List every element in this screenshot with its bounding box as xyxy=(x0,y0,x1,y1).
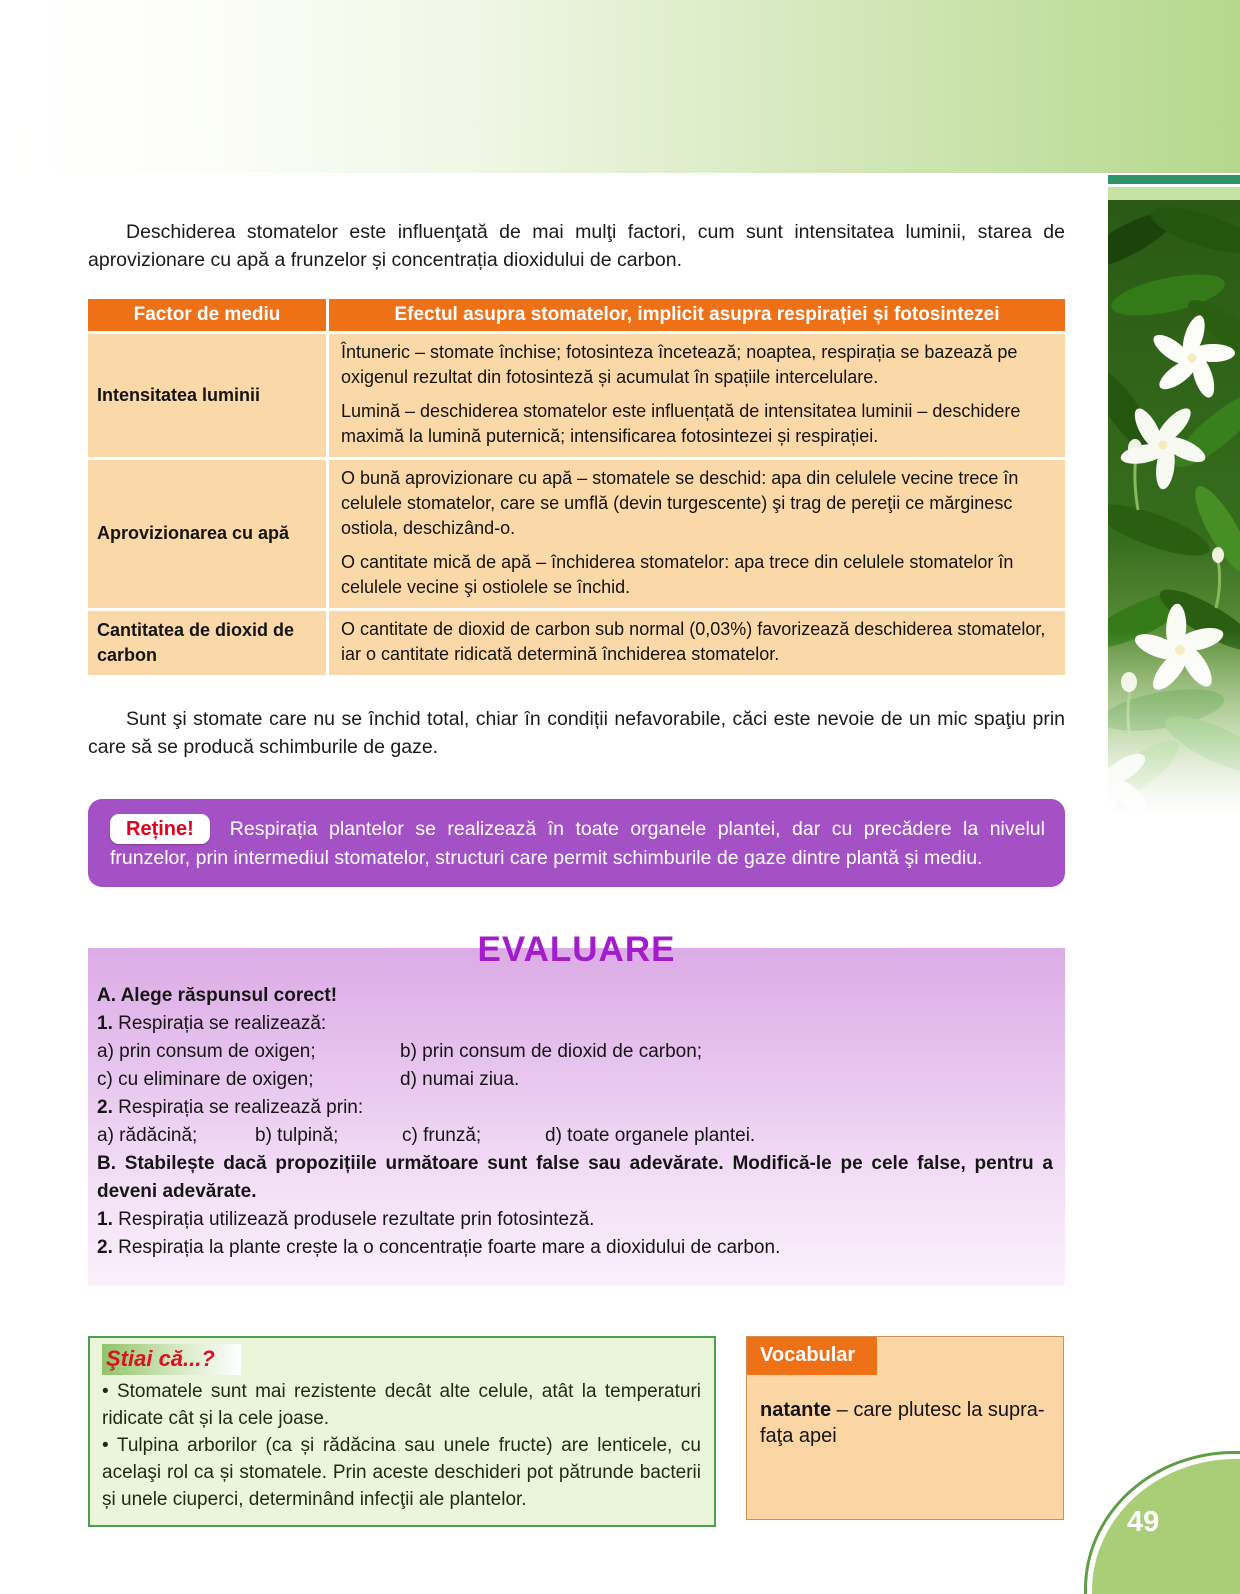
evaluare-section-a: A. Alege răspunsul corect! xyxy=(97,984,338,1006)
factors-table xyxy=(85,296,1068,678)
evaluare-q2: 2. Respirația se realizează prin: xyxy=(97,1096,364,1118)
option-b: b) tulpină; xyxy=(255,1124,339,1146)
evaluare-b1: 1. Respirația utilizează produsele rezultate prin fotosinteză. xyxy=(97,1208,595,1230)
effect-water-low: O cantitate mică de apă – închiderea stomatelor: apa trece din celulele stomatelor în celulele vecine şi ostiolele se închid. xyxy=(341,551,1014,597)
effect-light xyxy=(329,334,1065,457)
retine-box xyxy=(88,799,1065,887)
vocabular-entry xyxy=(747,1375,1063,1459)
option-c: c) frunză; xyxy=(402,1124,482,1146)
table-row xyxy=(88,460,1065,608)
plant-photo xyxy=(1108,200,1240,816)
effect-light-bright: Lumină – deschiderea stomatelor este influențată de intensitatea luminii – deschidere maximă la lumină puternică; intensificarea fotosintezei și respirației. xyxy=(341,400,1021,446)
evaluare-box xyxy=(88,948,1065,1286)
evaluare-q2-options xyxy=(97,1122,1053,1150)
side-accent-bar-dark xyxy=(1108,175,1240,184)
vocabular-definition: – care plutesc la supra-faţa apei xyxy=(760,1398,1045,1447)
vocabular-box xyxy=(746,1336,1064,1520)
evaluare-section-b: B. Stabilește dacă propozițiile următoare sunt false sau adevărate. Modifică-le pe cele false, pentru a deveni adevărate. xyxy=(97,1152,1053,1202)
header-gradient-band xyxy=(0,0,1240,173)
evaluare-title: EVALUARE xyxy=(477,929,676,969)
option-d: d) toate organele plantei. xyxy=(545,1124,756,1146)
retine-label: Reține! xyxy=(110,814,210,844)
option-c: c) cu eliminare de oxigen; xyxy=(97,1068,314,1090)
factor-light: Intensitatea luminii xyxy=(88,334,326,457)
bottom-row xyxy=(88,1336,1065,1527)
page-number: 49 xyxy=(1127,1506,1160,1538)
option-a: a) rădăcină; xyxy=(97,1124,198,1146)
stiai-ca-bullet-1: • Stomatele sunt mai rezistente decât alte celule, atât la temperaturi ridicate cât și la cele joase. xyxy=(102,1380,701,1429)
table-header-factor: Factor de mediu xyxy=(88,299,326,331)
main-content xyxy=(88,198,1065,1527)
effect-light-dark: Întuneric – stomate închise; fotosinteza încetează; noaptea, respirația se bazează pe oxigenul rezultat din fotosinteză și acumulat în spațiile intercelulare. xyxy=(341,341,1018,387)
table-header-row xyxy=(88,299,1065,331)
after-table-paragraph: Sunt şi stomate care nu se închid total, chiar în condiții nefavorabile, căci este nevoie de un mic spaţiu prin care să se producă schimburile de gaze. xyxy=(88,707,1065,758)
effect-water-good: O bună aprovizionare cu apă – stomatele se deschid: apa din celulele vecine trece în celulele stomatelor, care se umflă (devin turgescente) şi trag de pereţii ce mărginesc ostiola, deschizând-o. xyxy=(341,467,1019,538)
option-a: a) prin consum de oxigen; xyxy=(97,1040,316,1062)
table-row xyxy=(88,611,1065,675)
vocabular-title: Vocabular xyxy=(747,1337,877,1375)
evaluare-q1-options-cd xyxy=(97,1066,1053,1094)
evaluare-q1-options-ab xyxy=(97,1038,1053,1066)
page-number-blob xyxy=(1084,1451,1240,1594)
effect-water xyxy=(329,460,1065,608)
evaluare-b2: 2. Respirația la plante crește la o concentrație foarte mare a dioxidului de carbon. xyxy=(97,1236,781,1258)
effect-co2-text: O cantitate de dioxid de carbon sub normal (0,03%) favorizează deschiderea stomatelor, iar o cantitate ridicată determină închiderea stomatelor. xyxy=(341,618,1046,664)
vocabular-term: natante xyxy=(760,1398,832,1421)
stiai-ca-bullet-2: • Tulpina arborilor (ca și rădăcina sau unele fructe) are lenticele, cu acelaşi rol ca și stomatele. Prin aceste deschideri pot pătrunde bacterii și unele ciuperci, determinând infecţii ale plantelor. xyxy=(102,1434,701,1510)
table-row xyxy=(88,334,1065,457)
stiai-ca-title: Ştiai că...? xyxy=(102,1344,241,1375)
option-d: d) numai ziua. xyxy=(400,1068,520,1090)
factor-water: Aprovizionarea cu apă xyxy=(88,460,326,608)
option-b: b) prin consum de dioxid de carbon; xyxy=(400,1040,703,1062)
table-header-effect: Efectul asupra stomatelor, implicit asupra respirației și fotosintezei xyxy=(329,299,1065,331)
stiai-ca-box xyxy=(88,1336,716,1527)
intro-paragraph: Deschiderea stomatelor este influenţată de mai mulţi factori, cum sunt intensitatea luminii, starea de aprovizionare cu apă a frunzelor și concentrația dioxidului de carbon. xyxy=(88,220,1065,271)
retine-text: Respirația plantelor se realizează în toate organele plantei, dar cu precădere la nivelul frunzelor, prin intermediul stomatelor, structuri care permit schimburile de gaze dintre plantă şi mediu. xyxy=(110,817,1045,869)
evaluare-section xyxy=(88,931,1065,1286)
effect-co2 xyxy=(329,611,1065,675)
side-accent-bar-light xyxy=(1108,187,1240,200)
evaluare-q1: 1. Respirația se realizează: xyxy=(97,1012,327,1034)
factor-co2: Cantitatea de dioxid de carbon xyxy=(88,611,326,675)
